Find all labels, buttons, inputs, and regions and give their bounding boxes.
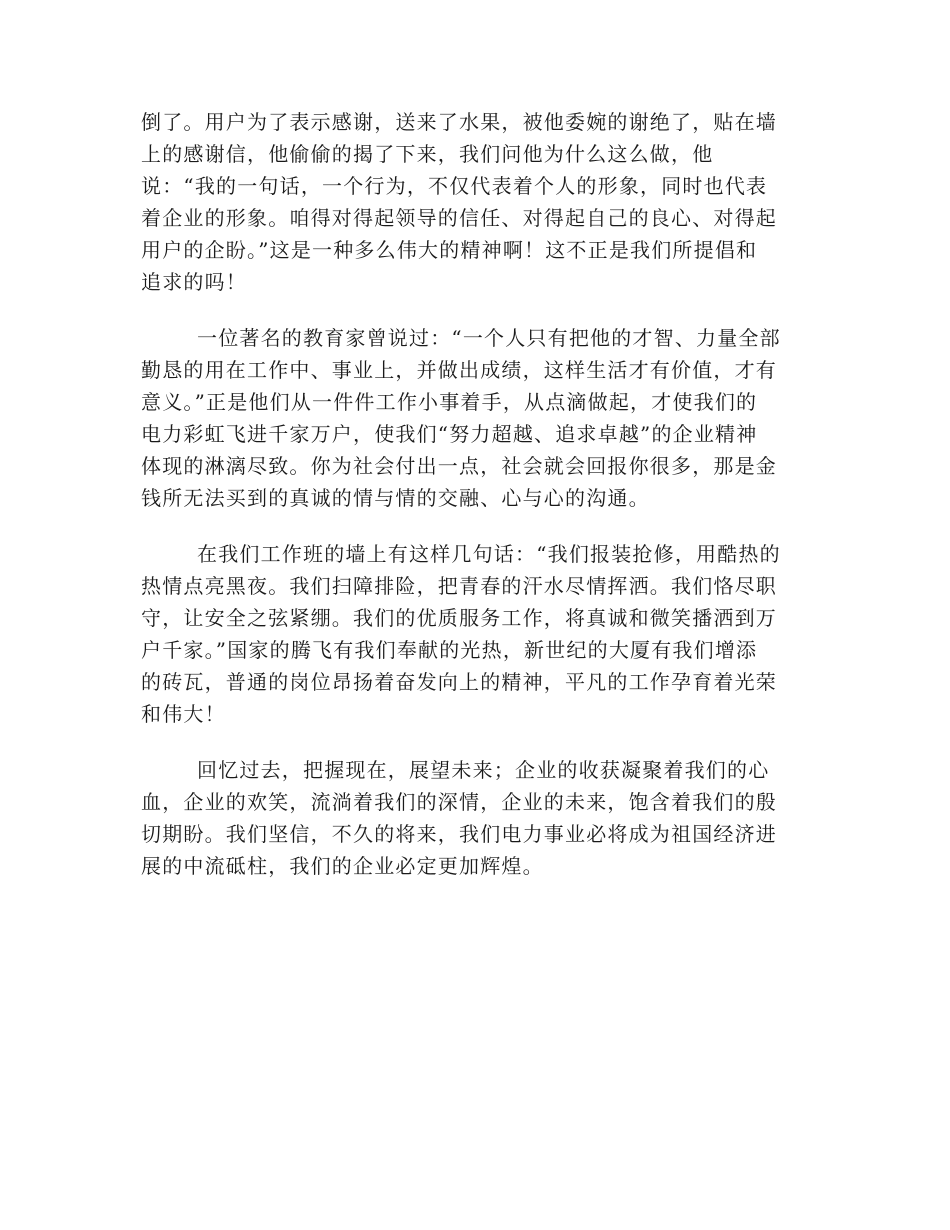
text-line: 用户的企盼。”这是一种多么伟大的精神啊！这不正是我们所提倡和 — [141, 238, 758, 262]
text-line: 说：“我的一句话，一个行为，不仅代表着个人的形象，同时也代表 — [141, 174, 768, 198]
text-line: 钱所无法买到的真诚的情与情的交融、心与心的沟通。 — [141, 486, 650, 510]
text-line: 上的感谢信，他偷偷的揭了下来，我们问他为什么这么做，他 — [141, 142, 714, 166]
text-line: 切期盼。我们坚信，不久的将来，我们电力事业必将成为祖国经济进 — [141, 822, 777, 846]
text-line: 电力彩虹飞进千家万户，使我们“努力超越、追求卓越”的企业精神 — [141, 422, 758, 446]
document-body — [141, 106, 806, 906]
text-line: 回忆过去，把握现在，展望未来；企业的收获凝聚着我们的心 — [197, 758, 770, 782]
text-line: 体现的淋漓尽致。你为社会付出一点，社会就会回报你很多，那是金 — [141, 454, 777, 478]
text-line: 追求的吗！ — [141, 270, 247, 294]
text-line: 展的中流砥柱，我们的企业必定更加辉煌。 — [141, 854, 544, 878]
text-line: 倒了。用户为了表示感谢，送来了水果，被他委婉的谢绝了，贴在墙 — [141, 110, 777, 134]
paragraph-2 — [141, 322, 806, 514]
text-line: 和伟大！ — [141, 702, 226, 726]
text-line: 守，让安全之弦紧绷。我们的优质服务工作，将真诚和微笑播洒到万 — [141, 606, 777, 630]
paragraph-1 — [141, 106, 806, 298]
paragraph-3 — [141, 538, 806, 730]
text-line: 户千家。”国家的腾飞有我们奉献的光热，新世纪的大厦有我们增添 — [141, 638, 758, 662]
text-line: 血，企业的欢笑，流淌着我们的深情，企业的未来，饱含着我们的殷 — [141, 790, 777, 814]
text-line: 的砖瓦，普通的岗位昂扬着奋发向上的精神，平凡的工作孕育着光荣 — [141, 670, 777, 694]
text-line: 意义。”正是他们从一件件工作小事着手，从点滴做起，才使我们的 — [141, 390, 758, 414]
text-line: 热情点亮黑夜。我们扫障排险，把青春的汗水尽情挥洒。我们恪尽职 — [141, 574, 777, 598]
text-line: 着企业的形象。咱得对得起领导的信任、对得起自己的良心、对得起 — [141, 206, 777, 230]
text-line: 勤恳的用在工作中、事业上，并做出成绩，这样生活才有价值，才有 — [141, 358, 777, 382]
paragraph-4 — [141, 754, 806, 882]
text-line: 一位著名的教育家曾说过：“一个人只有把他的才智、力量全部 — [197, 326, 781, 350]
text-line: 在我们工作班的墙上有这样几句话：“我们报装抢修，用酷热的 — [197, 542, 781, 566]
